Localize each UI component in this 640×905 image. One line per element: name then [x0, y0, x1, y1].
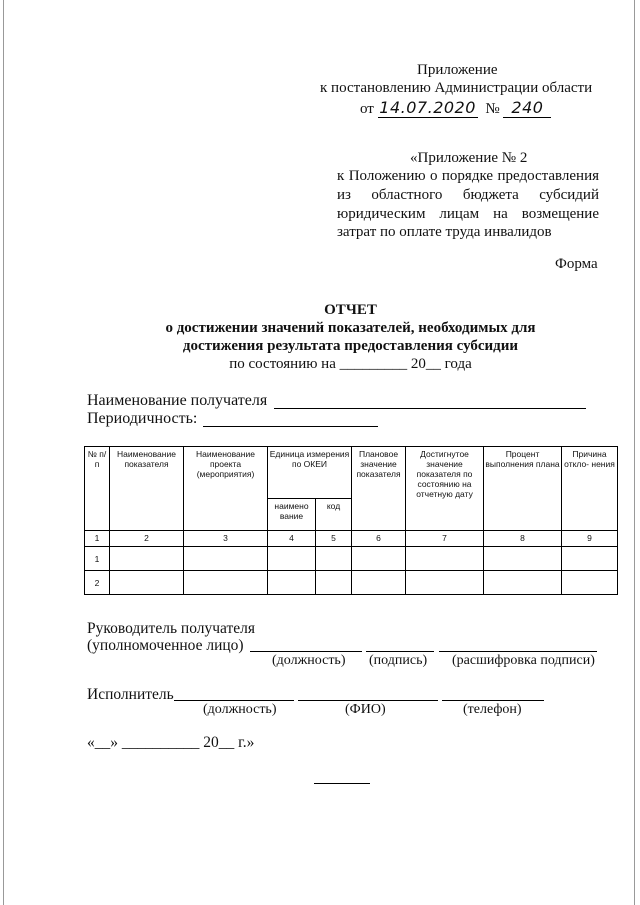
appendix-title: Приложение [417, 62, 498, 78]
recipient-field [274, 408, 586, 409]
executor-label: Исполнитель [87, 686, 174, 703]
col-number: 5 [316, 531, 352, 547]
col-number: 2 [110, 531, 184, 547]
col-number: 1 [85, 531, 110, 547]
head-label: Руководитель получателя [87, 620, 256, 637]
appendix2-line-4: затрат по оплате труда инвалидов [337, 224, 552, 240]
exec-position-field [174, 700, 294, 701]
authorized-label: (уполномоченное лицо) [87, 637, 244, 654]
header-num: № п/п [85, 447, 110, 531]
form-label: Форма [555, 256, 598, 272]
scan-edge-right [634, 0, 635, 905]
col-number: 7 [406, 531, 484, 547]
scan-edge-left [3, 0, 4, 905]
exec-fio-field [298, 700, 438, 701]
exec-phone-field [442, 700, 544, 701]
number-label: № [485, 101, 500, 117]
appendix-date-line [360, 98, 551, 118]
appendix2-line-1: к Положению о порядке предоставления [337, 168, 599, 184]
decree-number: 240 [503, 98, 551, 118]
appendix2-line-3: юридическим лицам на возмещение [337, 206, 599, 222]
decoding-caption: (расшифровка подписи) [452, 653, 595, 668]
header-project: Наименование проекта (мероприятия) [184, 447, 268, 531]
col-number: 6 [352, 531, 406, 547]
row-number: 1 [85, 547, 110, 571]
date-line: «__» __________ 20__ г.» [87, 734, 255, 751]
exec-phone-caption: (телефон) [463, 702, 522, 717]
position-field [250, 651, 362, 652]
col-number: 8 [484, 531, 562, 547]
header-unit-code: код [316, 499, 352, 531]
report-table [84, 446, 618, 595]
header-unit-name: наимено вание [268, 499, 316, 531]
col-number: 4 [268, 531, 316, 547]
periodicity-field [203, 426, 378, 427]
from-label: от [360, 101, 374, 117]
end-divider [314, 783, 370, 784]
appendix2-line-2: из областного бюджета субсидий [337, 187, 599, 203]
exec-position-caption: (должность) [203, 702, 277, 717]
header-reason: Причина откло- нения [562, 447, 618, 531]
report-title: ОТЧЕТ [324, 302, 377, 318]
recipient-label: Наименование получателя [87, 392, 268, 409]
report-subtitle-1: о достижении значений показателей, необходимых для [165, 320, 536, 336]
report-as-of: по состоянию на _________ 20__ года [229, 356, 472, 372]
appendix-decree: к постановлению Администрации области [320, 80, 593, 96]
header-percent: Процент выполнения плана [484, 447, 562, 531]
decoding-field [439, 651, 597, 652]
report-subtitle-2: достижения результата предоставления субсидии [182, 338, 519, 354]
table-row [85, 547, 618, 571]
header-indicator: Наименование показателя [110, 447, 184, 531]
header-unit: Единица измерения по ОКЕИ [268, 447, 352, 499]
header-achieved: Достигнутое значение показателя по состоянию на отчетную дату [406, 447, 484, 531]
decree-date: 14.07.2020 [379, 98, 476, 117]
col-number: 9 [562, 531, 618, 547]
periodicity-label: Периодичность: [87, 410, 198, 427]
row-number: 2 [85, 571, 110, 595]
signature-field [366, 651, 434, 652]
exec-fio-caption: (ФИО) [345, 702, 386, 717]
col-number: 3 [184, 531, 268, 547]
header-plan: Плановое значение показателя [352, 447, 406, 531]
position-caption: (должность) [272, 653, 346, 668]
signature-caption: (подпись) [369, 653, 428, 668]
table-row [85, 571, 618, 595]
appendix2-title: «Приложение № 2 [410, 150, 528, 166]
